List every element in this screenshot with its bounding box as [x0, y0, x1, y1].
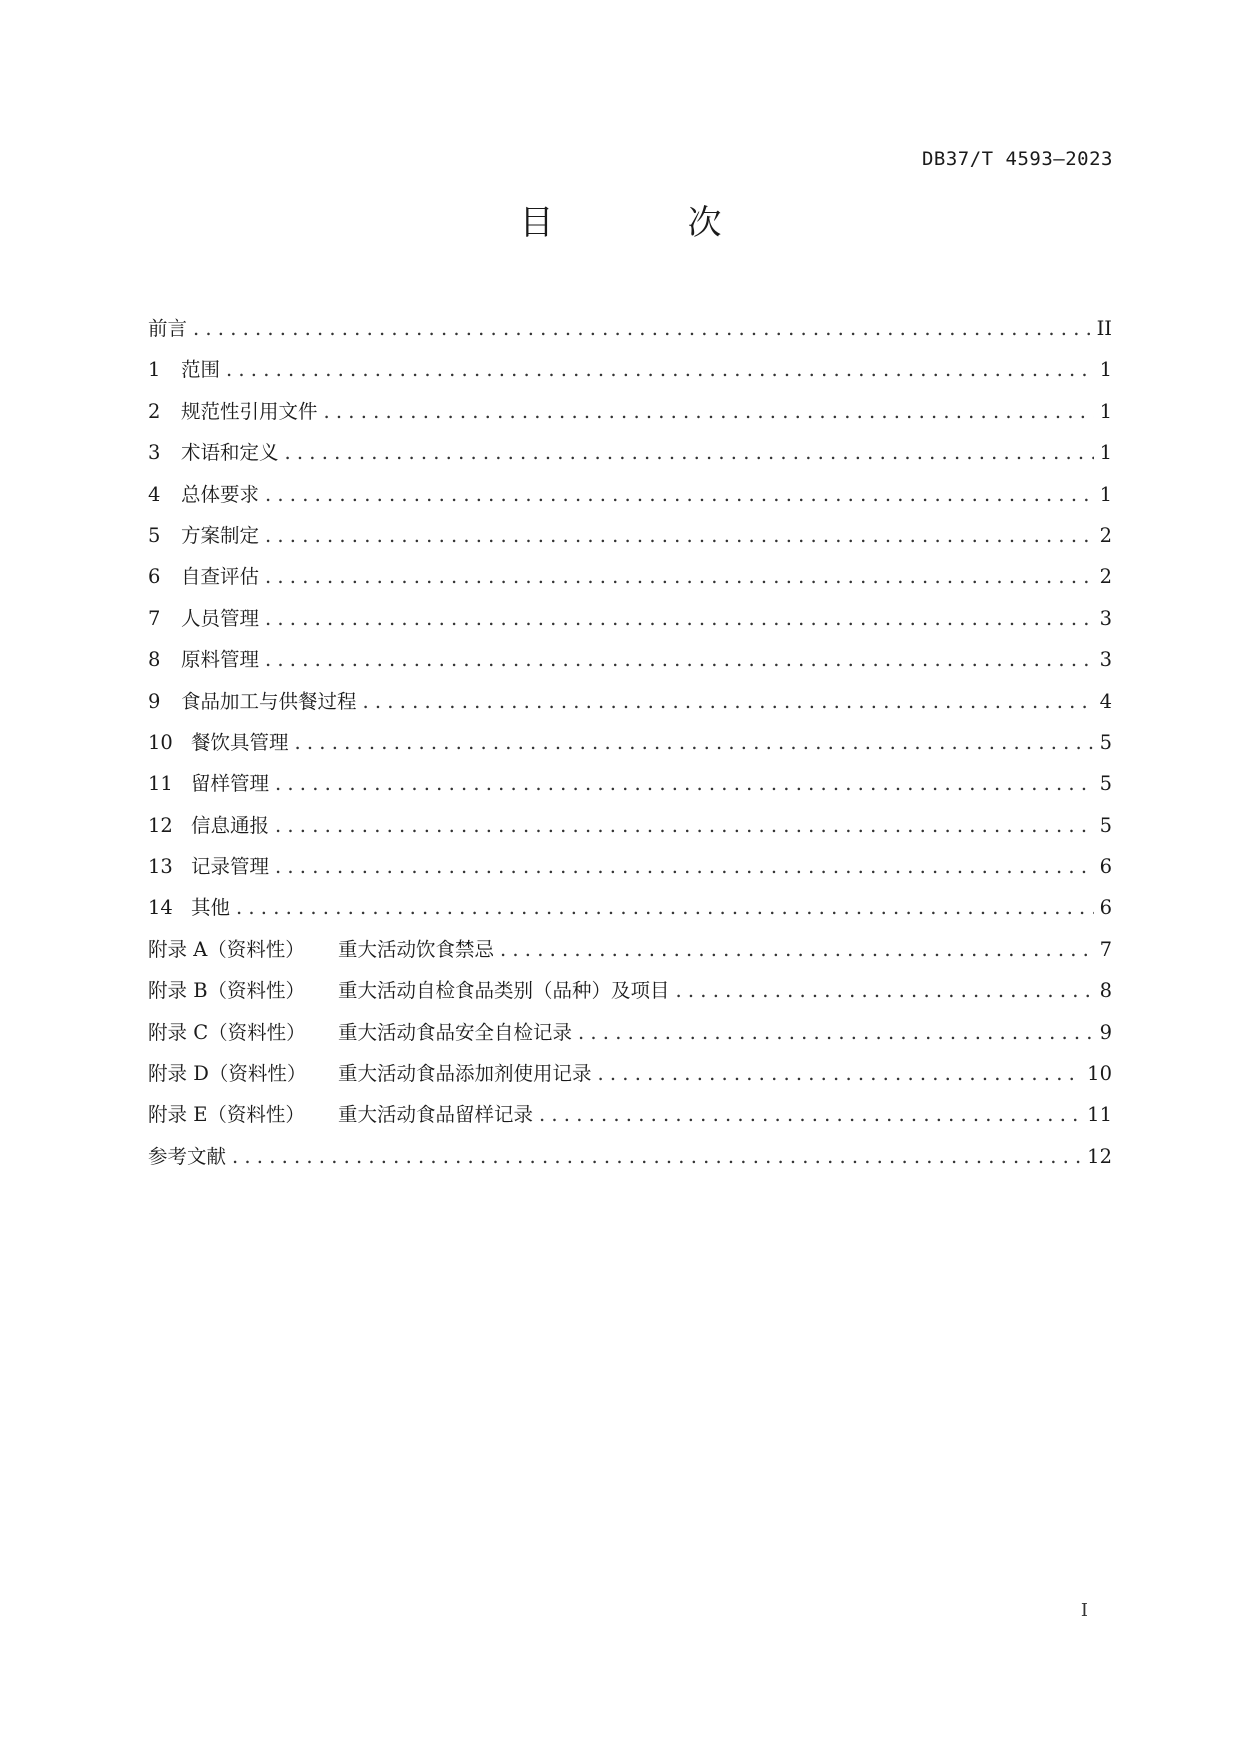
toc-entry-title: 术语和定义 [181, 441, 279, 465]
toc-entry[interactable] [148, 846, 1112, 887]
toc-entry[interactable] [148, 474, 1112, 515]
toc-dot-leader [232, 1136, 1081, 1177]
toc-dot-leader [275, 763, 1094, 804]
toc-entry-title: 重大活动食品添加剂使用记录 [338, 1062, 592, 1086]
toc-dot-leader [265, 474, 1094, 515]
toc-entry-title: 信息通报 [191, 813, 270, 837]
toc-dot-leader [265, 639, 1094, 680]
toc-entry[interactable] [148, 1053, 1112, 1094]
toc-entry-title: 总体要求 [181, 482, 260, 506]
toc-entry-number: 7 [148, 606, 161, 630]
toc-entry-page: 1 [1099, 399, 1112, 423]
toc-dot-leader [598, 1053, 1082, 1094]
toc-entry-number: 14 [148, 896, 173, 920]
toc-entry-number: 附录 C（资料性） [148, 1020, 306, 1044]
toc-entry-title: 留样管理 [191, 772, 270, 796]
toc-entry-title: 记录管理 [191, 855, 270, 879]
toc-dot-leader [324, 391, 1094, 432]
toc-dot-leader [275, 805, 1094, 846]
toc-entry-page: 5 [1099, 813, 1112, 837]
toc-entry-title: 人员管理 [181, 606, 260, 630]
toc-entry-number: 4 [148, 482, 161, 506]
toc-entry[interactable] [148, 432, 1112, 473]
toc-entry-page: 1 [1099, 441, 1112, 465]
toc-entry-title: 自查评估 [181, 565, 260, 589]
toc-dot-leader [285, 432, 1094, 473]
toc-entry-page: 4 [1099, 689, 1112, 713]
toc-entry-title: 参考文献 [148, 1144, 227, 1168]
toc-entry-title: 重大活动食品留样记录 [338, 1103, 534, 1127]
toc-dot-leader [500, 929, 1094, 970]
toc-entry-number: 3 [148, 441, 161, 465]
toc-entry-title: 原料管理 [181, 648, 260, 672]
toc-dot-leader [265, 515, 1094, 556]
toc-entry[interactable] [148, 1094, 1112, 1135]
toc-dot-leader [226, 349, 1094, 390]
toc-entry-title: 范围 [181, 358, 221, 382]
toc-entry-page: 10 [1087, 1062, 1112, 1086]
toc-dot-leader [275, 846, 1094, 887]
toc-entry-page: 8 [1099, 979, 1112, 1003]
toc-entry-page: II [1096, 317, 1112, 340]
toc-entry-page: 11 [1087, 1103, 1112, 1127]
toc-entry[interactable] [148, 722, 1112, 763]
toc-entry[interactable] [148, 639, 1112, 680]
toc-entry-page: 1 [1099, 482, 1112, 506]
toc-entry-title: 前言 [148, 317, 188, 340]
toc-entry-number: 附录 B（资料性） [148, 979, 306, 1003]
toc-entry-number: 13 [148, 855, 173, 879]
toc-entry-page: 3 [1099, 606, 1112, 630]
toc-entry-number: 2 [148, 399, 161, 423]
toc-entry-number: 6 [148, 565, 161, 589]
toc-entry-number: 附录 E（资料性） [148, 1103, 305, 1127]
toc-entry-number: 12 [148, 813, 173, 837]
toc-entry[interactable] [148, 349, 1112, 390]
toc-entry-page: 3 [1099, 648, 1112, 672]
toc-dot-leader [363, 681, 1094, 722]
toc-entry-title: 规范性引用文件 [181, 399, 318, 423]
toc-dot-leader [265, 556, 1094, 597]
toc-entry-title: 重大活动食品安全自检记录 [338, 1020, 573, 1044]
toc-dot-leader [676, 970, 1094, 1011]
toc-entry-title: 方案制定 [181, 523, 260, 547]
toc-entry-number: 8 [148, 648, 161, 672]
toc-dot-leader [236, 887, 1094, 928]
toc-dot-leader [265, 598, 1094, 639]
toc-entry-title: 食品加工与供餐过程 [181, 689, 357, 713]
toc-entry-title: 重大活动饮食禁忌 [338, 937, 495, 961]
toc-entry-page: 1 [1099, 358, 1112, 382]
toc-dot-leader [539, 1094, 1081, 1135]
toc-entry-number: 附录 D（资料性） [148, 1062, 307, 1086]
toc-entry[interactable] [148, 515, 1112, 556]
toc-entry[interactable] [148, 1012, 1112, 1053]
toc-entry-page: 5 [1099, 730, 1112, 754]
toc-entry-number: 附录 A（资料性） [148, 937, 305, 961]
table-of-contents [148, 308, 1112, 1177]
toc-entry[interactable] [148, 887, 1112, 928]
toc-entry[interactable] [148, 929, 1112, 970]
toc-entry-title: 重大活动自检食品类别（品种）及项目 [338, 979, 670, 1003]
toc-entry[interactable] [148, 681, 1112, 722]
toc-entry[interactable] [148, 556, 1112, 597]
page-title: 目 次 [519, 203, 772, 243]
document-code: DB37/T 4593—2023 [921, 148, 1113, 170]
footer-page-number: I [1080, 1600, 1088, 1621]
toc-entry-page: 6 [1099, 896, 1112, 920]
toc-entry[interactable] [148, 598, 1112, 639]
toc-entry[interactable] [148, 970, 1112, 1011]
toc-entry-page: 7 [1099, 937, 1112, 961]
toc-dot-leader [295, 722, 1094, 763]
toc-entry[interactable] [148, 1136, 1112, 1177]
toc-entry-page: 12 [1087, 1144, 1112, 1168]
toc-entry-number: 10 [148, 730, 173, 754]
toc-dot-leader [193, 308, 1091, 349]
toc-entry-title: 其他 [191, 896, 231, 920]
toc-entry-page: 9 [1099, 1020, 1112, 1044]
toc-dot-leader [578, 1012, 1094, 1053]
toc-entry-number: 11 [148, 772, 173, 796]
toc-entry[interactable] [148, 308, 1112, 349]
toc-entry-page: 2 [1099, 523, 1112, 547]
toc-entry[interactable] [148, 391, 1112, 432]
toc-entry-title: 餐饮具管理 [191, 730, 289, 754]
toc-entry[interactable] [148, 763, 1112, 804]
toc-entry-page: 2 [1099, 565, 1112, 589]
toc-entry-page: 5 [1099, 772, 1112, 796]
toc-entry-page: 6 [1099, 855, 1112, 879]
toc-entry-number: 1 [148, 358, 161, 382]
toc-entry-number: 5 [148, 523, 161, 547]
toc-entry[interactable] [148, 805, 1112, 846]
toc-entry-number: 9 [148, 689, 161, 713]
